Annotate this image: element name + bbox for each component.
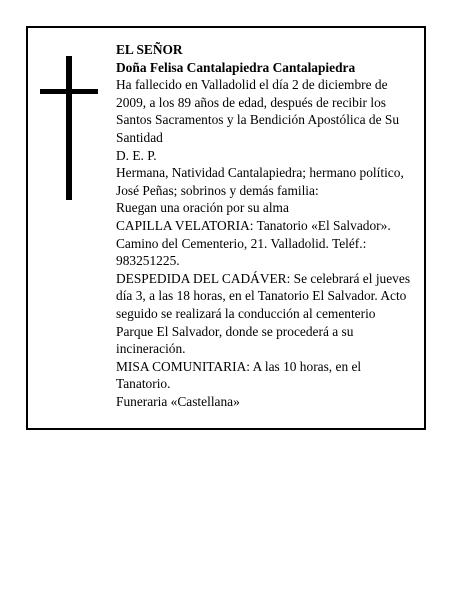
wake-chapel-info: CAPILLA VELATORIA: Tanatorio «El Salvador». Camino del Cementerio, 21. Valladolid. Teléf.: 983251225. [116, 217, 391, 269]
family-members: Hermana, Natividad Cantalapiedra; hermano político, José Peñas; sobrinos y demás familia: [116, 165, 404, 198]
deceased-name: Doña Felisa Cantalapiedra Cantalapiedra [116, 59, 356, 75]
notice-heading: EL SEÑOR [116, 42, 183, 57]
obituary-text [116, 41, 416, 410]
rip-abbreviation: D. E. P. [116, 147, 157, 163]
mass-info: MISA COMUNITARIA: A las 10 horas, en el Tanatorio. [116, 358, 362, 392]
cross-vertical-bar [66, 56, 72, 200]
latin-cross-icon [40, 56, 98, 200]
prayer-request: Ruegan una oración por su alma [116, 200, 289, 216]
farewell-info: DESPEDIDA DEL CADÁVER: Se celebrará el jueves día 3, a las 18 horas, en el Tanatorio El Salvador. Acto seguido se realizará la conducción al cementerio Parque El Salvador, donde se procederá a su incineración. [116, 270, 411, 357]
cross-horizontal-bar [40, 89, 98, 94]
funeral-home: Funeraria «Castellana» [116, 393, 240, 409]
death-announcement: Ha fallecido en Valladolid el día 2 de diciembre de 2009, a los 89 años de edad, después de recibir los Santos Sacramentos y la Bendición Apostólica de Su Santidad [116, 77, 400, 145]
obituary-notice [26, 26, 426, 430]
